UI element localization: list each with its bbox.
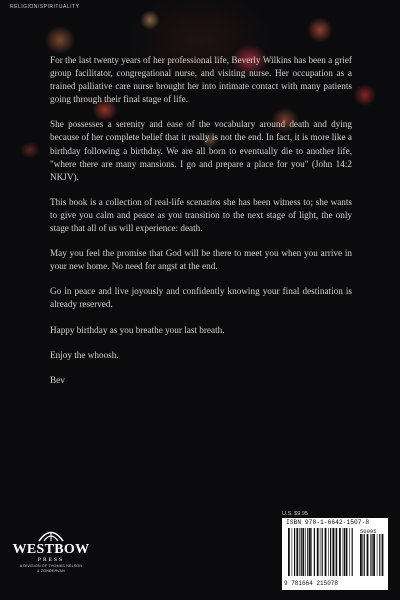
- isbn-text: ISBN 978-1-6642-1507-8: [286, 519, 370, 526]
- publisher-sub: PRESS: [37, 557, 65, 563]
- publisher-tagline: & ZONDERVAN: [37, 569, 65, 573]
- description-paragraph: May you feel the promise that God will be there to meet you when you arrive in your new home. No need for angst at the end.: [50, 248, 352, 272]
- barcode-bar: [377, 534, 378, 576]
- barcode-bar: [314, 528, 315, 576]
- description-paragraph: Enjoy the whoosh.: [50, 349, 119, 360]
- publisher-name: WESTBOW: [12, 542, 90, 557]
- barcode-bar: [373, 534, 375, 576]
- description-paragraph: Happy birthday as you breathe your last breath.: [50, 324, 225, 335]
- publisher-logo: [8, 528, 94, 574]
- barcode-bar: [362, 534, 363, 576]
- cover-description: [50, 54, 352, 399]
- barcode-bar: [346, 528, 348, 576]
- barcode-bar: [311, 528, 312, 576]
- price-label: U.S. $9.95: [282, 511, 308, 517]
- barcode-bar: [328, 528, 329, 576]
- author-signoff: Bev: [50, 374, 65, 385]
- barcode-bar: [322, 528, 323, 576]
- barcode-bar: [301, 528, 302, 576]
- barcode-bar: [339, 528, 341, 576]
- barcode-bar: [296, 528, 298, 576]
- barcode-bar: [317, 528, 319, 576]
- publisher-tagline: A DIVISION OF THOMAS NELSON: [19, 564, 83, 568]
- barcode-bar: [343, 528, 344, 576]
- barcode-digits: 9 781664 215078: [284, 580, 339, 587]
- barcode-bar: [344, 528, 345, 576]
- barcode-bar: [325, 528, 327, 576]
- barcode-bar: [379, 534, 380, 576]
- barcode-bar: [320, 528, 321, 576]
- westbow-arch-icon: [37, 528, 65, 542]
- barcode-bar: [330, 528, 331, 576]
- barcode-bar: [332, 528, 334, 576]
- description-paragraph: Go in peace and live joyously and confidently knowing your final destination is already reserved.: [50, 286, 352, 310]
- barcode-addon-digits: 50995: [360, 528, 377, 535]
- barcode-bar: [294, 528, 295, 576]
- barcode-bar: [360, 534, 362, 576]
- genre-label: RELIGION/SPIRITUALITY: [10, 4, 80, 10]
- barcode-bar: [309, 528, 311, 576]
- description-paragraph: For the last twenty years of her professional life, Beverly Wilkins has been a grief group facilitator, congregational nurse, and visiting nurse. Her occupation as a trained palliative care nurse brought her into intimate contact with many patients going through their final stage of life.: [50, 55, 352, 105]
- isbn-barcode: [282, 518, 388, 590]
- barcode-bar: [302, 528, 304, 576]
- barcode-bar: [299, 528, 300, 576]
- barcode-bar: [336, 528, 337, 576]
- barcode-bars: [286, 528, 384, 580]
- barcode-bar: [288, 528, 290, 576]
- barcode-bar: [367, 534, 369, 576]
- barcode-bar: [307, 528, 308, 576]
- barcode-bar: [335, 528, 336, 576]
- barcode-bar: [349, 528, 350, 576]
- barcode-bar: [382, 534, 384, 576]
- barcode-bar: [292, 528, 293, 576]
- barcode-bar: [364, 534, 365, 576]
- barcode-bar: [371, 534, 372, 576]
- barcode-bar: [370, 534, 371, 576]
- description-paragraph: This book is a collection of real-life scenarios she has been witness to; she wants to give you calm and peace as you transition to the next stage of light, the only stage that all of us will experience: death.: [50, 196, 352, 234]
- barcode-bar: [305, 528, 306, 576]
- barcode-bar: [352, 528, 353, 576]
- description-paragraph: She possesses a serenity and ease of the vocabulary around death and dying because of her complete belief that it really is not the end. In fact, it is more like a birthday following a birthday. We are all born to eventually die to another life, "where there are many mansions. I go and prepare a place for you" (John 14:2 NKJV).: [50, 119, 352, 182]
